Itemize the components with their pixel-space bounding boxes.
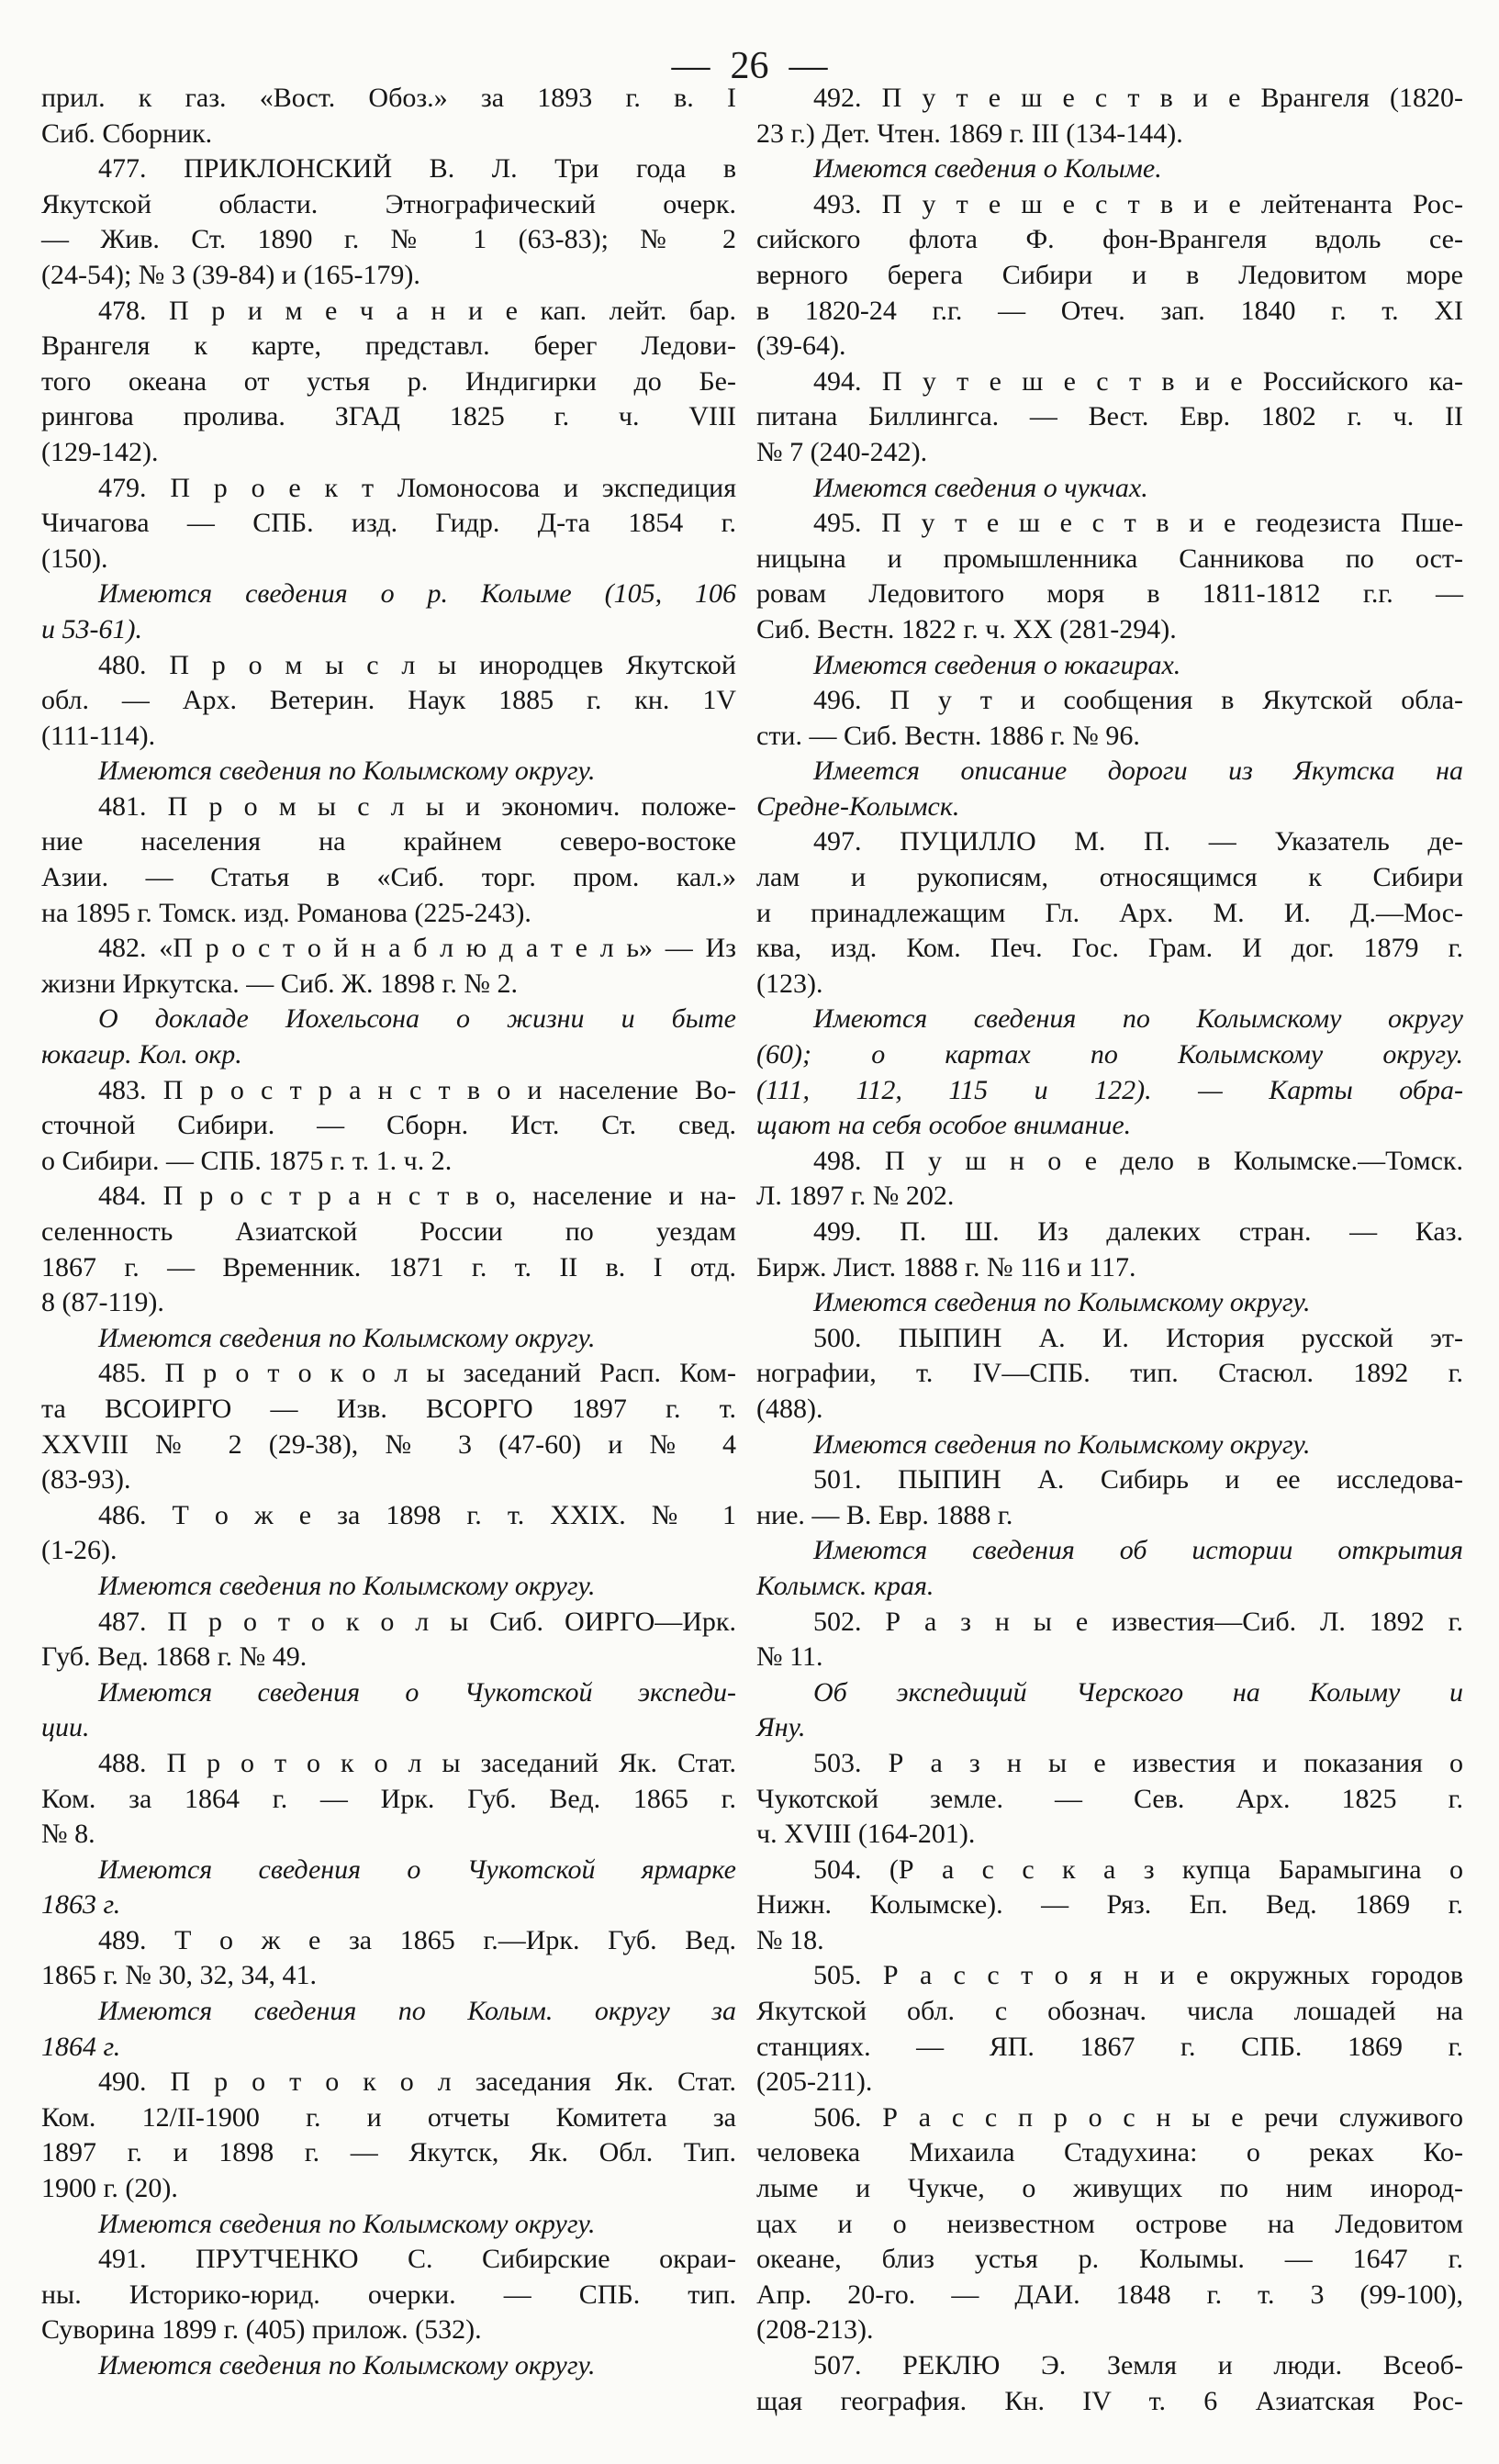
bib-line: (208-213). (756, 2314, 874, 2346)
bib-line: Ком. за 1864 г. — Ирк. Губ. Вед. 1865 г. (41, 1783, 736, 1814)
bib-line: ква, изд. Ком. Печ. Гос. Грам. И дог. 1879 г. (756, 933, 1463, 964)
bib-line: на 1895 г. Томск. изд. Романова (225-243). (41, 897, 531, 928)
bib-line: Имеются сведения о р. Колыме (105, 106 (98, 578, 736, 610)
bib-line: 1867 г. — Временник. 1871 г. т. II в. I отд. (41, 1251, 736, 1282)
bib-line: та ВСОИРГО — Изв. ВСОРГО 1897 г. т. (41, 1393, 736, 1424)
bib-line: прил. к газ. «Вост. Обоз.» за 1893 г. в. I (41, 83, 736, 113)
bib-line: океане, близ устья р. Колымы. — 1647 г. (756, 2244, 1463, 2275)
bib-line: Якутской обл. с обознач. числа лошадей на (756, 1996, 1463, 2027)
bib-line: сточной Сибири. — Сборн. Ист. Ст. свед. (41, 1110, 736, 1141)
bib-line: Имеются сведения по Колымскому округу (813, 1003, 1463, 1035)
bib-line: № 18. (756, 1924, 824, 1955)
bib-line: Имеются сведения по Колымскому округу. (98, 2208, 596, 2239)
bib-line: станциях. — ЯП. 1867 г. СПБ. 1869 г. (756, 2031, 1463, 2062)
page-number: 26 (730, 45, 769, 87)
bib-line: 498. П у ш н о е дело в Колымске.—Томск. (813, 1145, 1463, 1176)
left-column (41, 81, 736, 2384)
bib-line: 8 (87-119). (41, 1287, 164, 1318)
bib-line: 1897 г. и 1898 г. — Якутск, Як. Обл. Тип. (41, 2137, 736, 2168)
bib-line: 23 г.) Дет. Чтен. 1869 г. III (134-144). (756, 118, 1183, 149)
bib-line: 477. ПРИКЛОНСКИЙ В. Л. Три года в (98, 153, 736, 185)
bib-line: Л. 1897 г. № 202. (756, 1181, 955, 1212)
bib-line: 489. Т о ж е за 1865 г.—Ирк. Губ. Вед. (98, 1924, 736, 1955)
bib-line: 487. П р о т о к о л ы Сиб. ОИРГО—Ирк. (98, 1606, 736, 1637)
bib-line: цах и о неизвестном острове на Ледовитом (756, 2208, 1463, 2239)
bib-line: 488. П р о т о к о л ы заседаний Як. Стат. (98, 1747, 736, 1778)
bib-line: 481. П р о м ы с л ы и экономич. положе- (98, 790, 736, 822)
bib-line: 494. П у т е ш е с т в и е Российского ка- (813, 365, 1463, 397)
bib-line: и принадлежащим Гл. Арх. М. И. Д.—Мос- (756, 897, 1463, 928)
bib-line: 491. ПРУТЧЕНКО С. Сибирские окраи- (98, 2244, 736, 2275)
bib-line: Сиб. Вестн. 1822 г. ч. XX (281-294). (756, 613, 1177, 644)
header-right-dash: — (789, 45, 828, 87)
bib-line: 479. П р о е к т Ломоносова и экспедиция (98, 472, 736, 503)
right-column (756, 81, 1463, 2419)
bib-line: 496. П у т и сообщения в Якутской обла- (813, 685, 1463, 716)
bib-line: (1-26). (41, 1535, 117, 1566)
bib-line: о Сибири. — СПБ. 1875 г. т. 1. ч. 2. (41, 1145, 453, 1176)
bib-line: № 11. (756, 1641, 823, 1673)
bib-line: ны. Историко-юрид. очерки. — СПБ. тип. (41, 2279, 736, 2310)
bib-line: Губ. Вед. 1868 г. № 49. (41, 1641, 308, 1673)
bib-line: 482. «П р о с т о й н а б л ю д а т е л ь» — Из (98, 933, 736, 964)
bib-line: (39-64). (756, 330, 846, 362)
bib-line: Имеются сведения о Чукотской экспеди- (98, 1676, 736, 1708)
bib-line: 1900 г. (20). (41, 2173, 178, 2204)
bib-line: 480. П р о м ы с л ы инородцев Якутской (98, 649, 736, 680)
bib-line: 503. Р а з н ы е известия и показания о (813, 1747, 1463, 1778)
bib-line: Имеются сведения по Колымскому округу. (98, 2350, 596, 2380)
bib-line: 495. П у т е ш е с т в и е геодезиста Пше- (813, 508, 1463, 539)
bib-line: рингова пролива. ЗГАД 1825 г. ч. VIII (41, 401, 736, 432)
bib-line: Сиб. Сборник. (41, 118, 213, 149)
bib-line: (205-211). (756, 2066, 873, 2098)
bib-line: Врангеля к карте, представл. берег Ледови- (41, 330, 736, 362)
bib-line: Имеются сведения о Колыме. (813, 153, 1162, 185)
bib-line: ние населения на крайнем северо-востоке (41, 826, 736, 857)
bib-line: (488). (756, 1393, 823, 1424)
bib-line: 492. П у т е ш е с т в и е Врангеля (1820- (813, 83, 1463, 113)
bib-line: ние. — В. Евр. 1888 г. (756, 1499, 1013, 1530)
bib-line: обл. — Арх. Ветерин. Наук 1885 г. кн. 1V (41, 685, 736, 716)
bib-line: Имеются сведения по Колымскому округу. (813, 1428, 1311, 1460)
bib-line: (111-114). (41, 720, 156, 751)
bib-line: 486. Т о ж е за 1898 г. т. XXIX. № 1 (98, 1499, 736, 1530)
bib-line: 504. (Р а с с к а з купца Барамыгина о (813, 1854, 1463, 1885)
bib-line: Колымск. края. (756, 1570, 934, 1601)
header-left-dash: — (671, 45, 710, 87)
bib-line: Имеются сведения об истории открытия (813, 1535, 1463, 1566)
bib-line: Средне-Колымск. (756, 790, 960, 822)
bib-line: жизни Иркутска. — Сиб. Ж. 1898 г. № 2. (41, 968, 519, 999)
bib-line: 490. П р о т о к о л заседания Як. Стат. (98, 2066, 736, 2098)
bib-line: Чукотской земле. — Сев. Арх. 1825 г. (756, 1783, 1463, 1814)
bib-line: (83-93). (41, 1464, 131, 1495)
bib-line: 499. П. Ш. Из далеких стран. — Каз. (813, 1216, 1463, 1247)
bib-line: Имеются сведения о чукчах. (813, 472, 1148, 503)
bib-line: 500. ПЫПИН А. И. История русской эт- (813, 1322, 1463, 1353)
bib-line: Имеются сведения о юкагирах. (813, 649, 1181, 680)
bib-line: Имеются сведения по Колымскому округу. (98, 756, 596, 787)
bib-line: XXVIII № 2 (29-38), № 3 (47-60) и № 4 (41, 1428, 736, 1460)
bib-line: ровам Ледовитого моря в 1811-1812 г.г. — (756, 578, 1463, 610)
bib-line: 501. ПЫПИН А. Сибирь и ее исследова- (813, 1464, 1463, 1495)
bib-line: (60); о картах по Колымскому округу. (756, 1039, 1463, 1070)
bib-line: селенность Азиатской России по уездам (41, 1216, 736, 1247)
bib-line: лыме и Чукче, о живущих по ним инород- (756, 2173, 1463, 2204)
bib-line: 507. РЕКЛЮ Э. Земля и люди. Всеоб- (813, 2350, 1463, 2380)
bib-line: Имеются сведения о Чукотской ярмарке (98, 1854, 736, 1885)
bib-line: 478. П р и м е ч а н и е кап. лейт. бар. (98, 295, 736, 326)
bib-line: 1863 г. (41, 1889, 121, 1921)
bib-line: Имеются сведения по Колымскому округу. (98, 1322, 596, 1353)
bib-line: 484. П р о с т р а н с т в о, население и на- (98, 1181, 736, 1212)
bib-line: щают на себя особое внимание. (756, 1110, 1132, 1141)
bib-line: верного берега Сибири и в Ледовитом море (756, 259, 1463, 290)
bib-line: Азии. — Статья в «Сиб. торг. пром. кал.» (41, 862, 736, 893)
bib-line: Об экспедиций Черского на Колыму и (813, 1676, 1463, 1708)
bib-line: (111, 112, 115 и 122). — Карты обра- (756, 1074, 1463, 1105)
bib-line: Суворина 1899 г. (405) прилож. (532). (41, 2314, 482, 2346)
bib-line: 493. П у т е ш е с т в и е лейтенанта Рос- (813, 188, 1463, 219)
bib-line: Имеются сведения по Колымскому округу. (98, 1570, 596, 1601)
bib-line: Якутской области. Этнографический очерк. (41, 188, 736, 219)
bib-line: (150). (41, 543, 108, 574)
bib-line: в 1820-24 г.г. — Отеч. зап. 1840 г. т. XI (756, 295, 1463, 326)
bib-line: (129-142). (41, 436, 159, 467)
bib-line: Апр. 20-го. — ДАИ. 1848 г. т. 3 (99-100), (756, 2279, 1463, 2310)
bib-line: юкагир. Кол. окр. (41, 1039, 242, 1070)
bib-line: 502. Р а з н ы е известия—Сиб. Л. 1892 г. (813, 1606, 1463, 1637)
bib-line: 483. П р о с т р а н с т в о и население Во- (98, 1074, 736, 1105)
bib-line: О докладе Иохельсона о жизни и быте (98, 1003, 736, 1035)
bib-line: Нижн. Колымске). — Ряз. Еп. Вед. 1869 г. (756, 1889, 1463, 1921)
bib-line: 497. ПУЦИЛЛО М. П. — Указатель де- (813, 826, 1463, 857)
bib-line: Яну. (756, 1712, 806, 1743)
bib-line: Бирж. Лист. 1888 г. № 116 и 117. (756, 1251, 1136, 1282)
bib-line: 506. Р а с с п р о с н ы е речи служивого (813, 2101, 1463, 2133)
bib-line: ч. XVIII (164-201). (756, 1819, 976, 1850)
bib-line: 1864 г. (41, 2031, 121, 2062)
bib-line: Имеются сведения по Колымскому округу. (813, 1287, 1311, 1318)
bib-line: (24-54); № 3 (39-84) и (165-179). (41, 259, 420, 290)
bib-line: Чичагова — СПБ. изд. Гидр. Д-та 1854 г. (41, 508, 736, 539)
bib-line: 505. Р а с с т о я н и е окружных городов (813, 1960, 1463, 1991)
bib-line: Ком. 12/II-1900 г. и отчеты Комитета за (41, 2101, 736, 2133)
bib-line: и 53-61). (41, 613, 142, 644)
bib-line: (123). (756, 968, 823, 999)
bib-line: питана Биллингса. — Вест. Евр. 1802 г. ч. II (756, 401, 1463, 432)
bib-line: сти. — Сиб. Вестн. 1886 г. № 96. (756, 720, 1140, 751)
bib-line: человека Михаила Стадухина: о реках Ко- (756, 2137, 1463, 2168)
bib-line: 1865 г. № 30, 32, 34, 41. (41, 1960, 318, 1991)
bib-line: нографии, т. IV—СПБ. тип. Стасюл. 1892 г. (756, 1358, 1463, 1389)
bib-line: щая география. Кн. IV т. 6 Азиатская Рос- (756, 2385, 1463, 2416)
bib-line: № 7 (240-242). (756, 436, 928, 467)
bib-line: Имеются сведения по Колым. округу за (98, 1996, 736, 2027)
bib-line: ции. (41, 1712, 90, 1743)
bib-line: того океана от устья р. Индигирки до Бе- (41, 365, 736, 397)
bib-line: 485. П р о т о к о л ы заседаний Расп. Ком- (98, 1358, 736, 1389)
bib-line: лам и рукописям, относящимся к Сибири (756, 862, 1463, 893)
bib-line: № 8. (41, 1819, 95, 1850)
bib-line: сийского флота Ф. фон-Врангеля вдоль се- (756, 224, 1463, 255)
bib-line: Имеется описание дороги из Якутска на (813, 756, 1463, 787)
bib-line: ницына и промышленника Санникова по ост- (756, 543, 1463, 574)
bib-line: — Жив. Ст. 1890 г. № 1 (63-83); № 2 (41, 224, 736, 255)
